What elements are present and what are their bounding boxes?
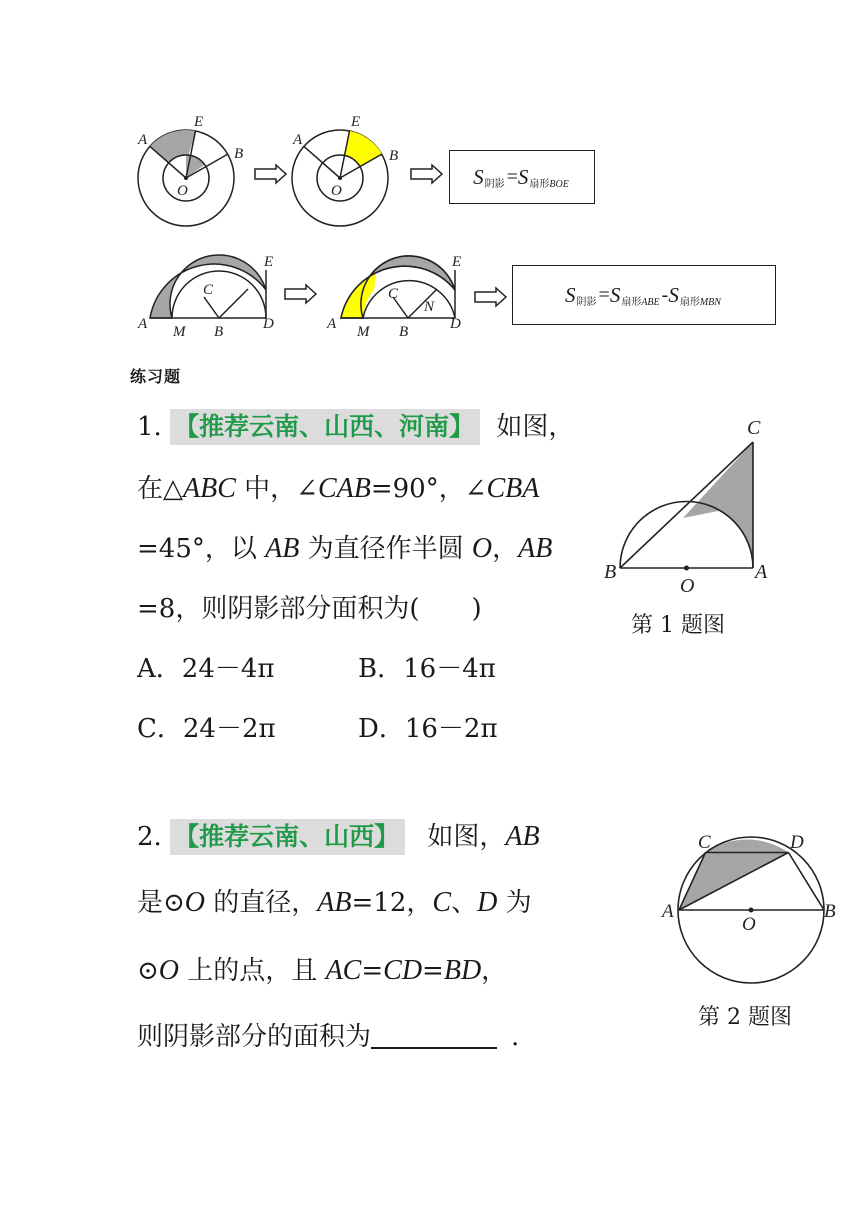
q1-line-1: 1. 【推荐云南、山西、河南】 如图，: [137, 412, 574, 442]
q1-label-B: B: [604, 561, 617, 583]
q2-figure: [660, 830, 850, 990]
formula-sub: 扇形BOE: [529, 178, 569, 190]
label-E: E: [194, 114, 204, 130]
arrow-icon: [410, 164, 444, 184]
ring-sector-diagram-1: [130, 110, 244, 230]
formula-S: S: [473, 164, 484, 189]
semicircle-band-diagram-2: [326, 250, 476, 340]
q2-caption: 第 2 题图: [698, 1005, 792, 1030]
q2-label-D: D: [790, 832, 804, 853]
label-O: O: [177, 183, 188, 199]
label-O: O: [331, 183, 342, 199]
q1-line-4: =8，则阴影部分面积为( ): [137, 594, 482, 624]
label-M: M: [173, 324, 186, 340]
ring-sector-diagram-2: [285, 110, 405, 230]
label-B: B: [399, 324, 409, 340]
q1-figure: [600, 412, 780, 597]
q2-line-3: ⊙O 上的点，且 AC=CD=BD，: [137, 955, 508, 986]
q1-label-A: A: [755, 561, 768, 583]
label-B: B: [234, 146, 244, 162]
label-C: C: [203, 282, 214, 298]
label-D: D: [450, 316, 461, 332]
arrow-icon: [254, 164, 288, 184]
formula-sub: 阴影: [484, 178, 505, 190]
q2-label-C: C: [698, 832, 711, 853]
formula-box-2: S 阴影 = S 扇形ABE - S 扇形MBN: [512, 265, 776, 325]
label-N: N: [424, 299, 435, 315]
q2-label-O: O: [742, 914, 756, 935]
label-C: C: [388, 286, 399, 302]
q1-label-O: O: [680, 575, 695, 597]
label-M: M: [357, 324, 370, 340]
label-A: A: [138, 316, 148, 332]
section-title: 练习题: [130, 367, 182, 386]
label-E: E: [264, 254, 274, 270]
q2-line-2: 是⊙O 的直径，AB=12，C、D 为: [137, 887, 532, 918]
formula-eq: =: [506, 165, 518, 188]
semicircle-band-diagram-1: [135, 250, 285, 340]
arrow-icon: [474, 287, 508, 307]
q2-line-1: 2. 【推荐云南、山西】 如图，AB: [137, 822, 540, 852]
arrow-icon: [284, 284, 318, 304]
label-E: E: [351, 114, 361, 130]
q2-line-4: 则阴影部分的面积为 .: [137, 1022, 520, 1052]
label-A: A: [138, 132, 148, 148]
q1-tag: 【推荐云南、山西、河南】: [170, 409, 480, 445]
formula-S: S: [517, 164, 529, 189]
q1-option-C[interactable]: C．24－2π: [137, 714, 276, 744]
q2-label-A: A: [662, 901, 674, 922]
label-A: A: [293, 132, 303, 148]
q1-option-D[interactable]: D．16－2π: [358, 714, 498, 744]
q1-caption: 第 1 题图: [631, 613, 725, 638]
q1-option-B[interactable]: B．16－4π: [358, 654, 496, 684]
q1-line-3: =45°，以 AB 为直径作半圆 O，AB: [137, 533, 553, 564]
q1-line-2: 在△ABC 中，∠CAB=90°，∠CBA: [137, 473, 540, 504]
formula-box-1: [449, 150, 595, 204]
q2-label-B: B: [824, 901, 836, 922]
label-E: E: [452, 254, 462, 270]
answer-blank[interactable]: [371, 1023, 497, 1049]
q1-option-A[interactable]: A．24－4π: [137, 654, 275, 684]
label-B: B: [389, 148, 399, 164]
q1-label-C: C: [747, 417, 761, 439]
label-B: B: [214, 324, 224, 340]
label-D: D: [263, 316, 274, 332]
label-A: A: [327, 316, 337, 332]
q2-tag: 【推荐云南、山西】: [170, 819, 405, 855]
